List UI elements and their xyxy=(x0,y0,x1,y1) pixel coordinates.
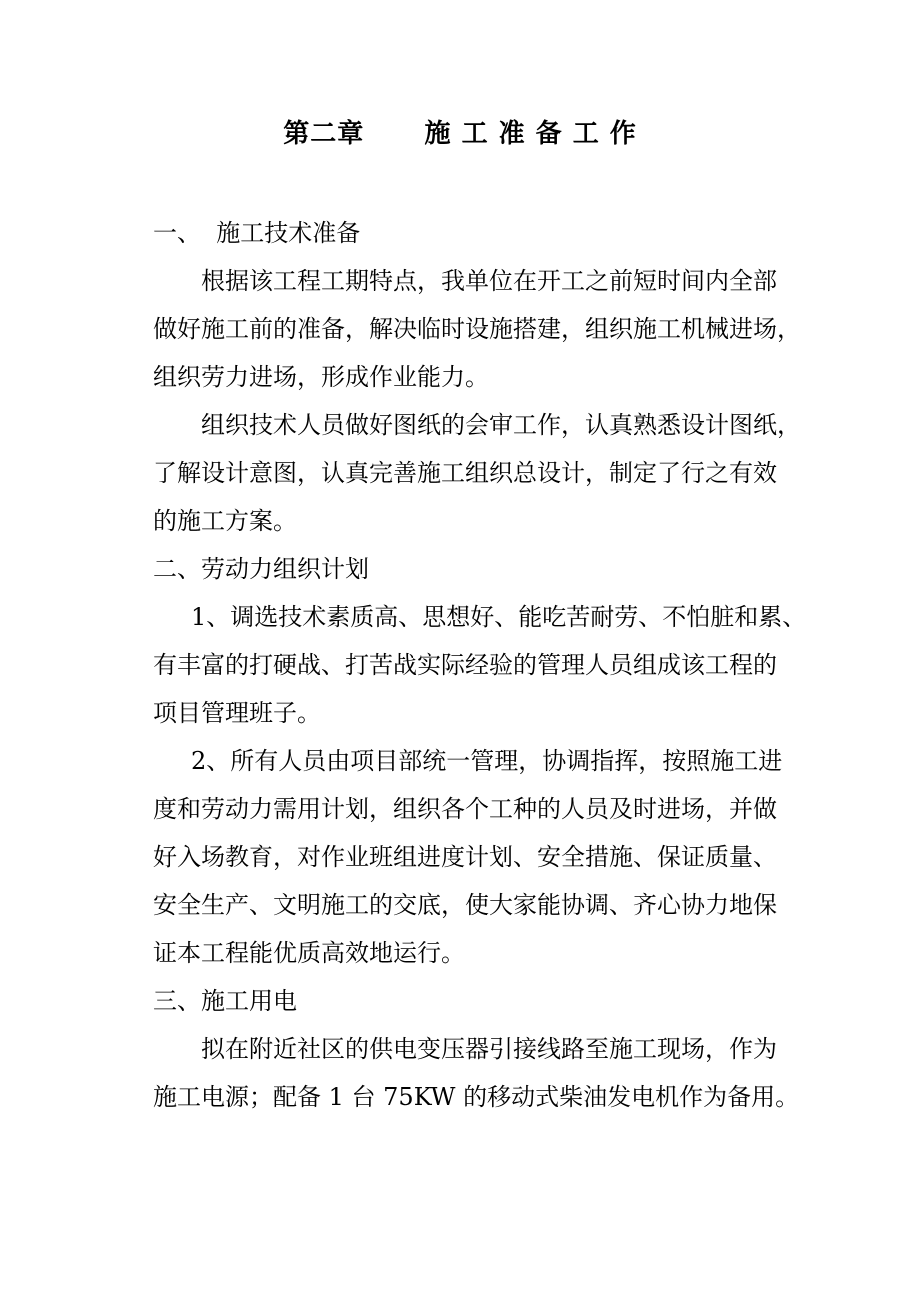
paragraph-line: 度和劳动力需用计划，组织各个工种的人员及时进场，并做 xyxy=(153,795,777,823)
section-heading-1: 一、 施工技术准备 xyxy=(153,219,361,247)
paragraph-line: 组织劳力进场，形成作业能力。 xyxy=(153,363,489,391)
paragraph-line: 的施工方案。 xyxy=(153,507,297,535)
paragraph-line: 做好施工前的准备，解决临时设施搭建，组织施工机械进场， xyxy=(153,315,801,343)
paragraph-line: 了解设计意图，认真完善施工组织总设计，制定了行之有效 xyxy=(153,459,777,487)
paragraph-line: 组织技术人员做好图纸的会审工作，认真熟悉设计图纸， xyxy=(201,411,801,439)
paragraph-line: 1、调选技术素质高、思想好、能吃苦耐劳、不怕脏和累、 xyxy=(191,603,807,631)
paragraph-line: 证本工程能优质高效地运行。 xyxy=(153,939,465,967)
paragraph-line: 有丰富的打硬战、打苦战实际经验的管理人员组成该工程的 xyxy=(153,651,777,679)
paragraph-line: 2、所有人员由项目部统一管理，协调指挥，按照施工进 xyxy=(191,747,783,775)
paragraph-line: 项目管理班子。 xyxy=(153,699,321,727)
paragraph-line: 好入场教育，对作业班组进度计划、安全措施、保证质量、 xyxy=(153,843,777,871)
chapter-title: 第二章 施 工 准 备 工 作 xyxy=(283,119,637,149)
paragraph-line: 拟在附近社区的供电变压器引接线路至施工现场，作为 xyxy=(201,1035,777,1063)
paragraph-line: 根据该工程工期特点，我单位在开工之前短时间内全部 xyxy=(201,267,777,295)
section-heading-3: 三、施工用电 xyxy=(153,987,297,1015)
section-heading-2: 二、劳动力组织计划 xyxy=(153,555,369,583)
paragraph-line: 施工电源；配备 1 台 75KW 的移动式柴油发电机作为备用。 xyxy=(153,1083,800,1111)
paragraph-line: 安全生产、文明施工的交底，使大家能协调、齐心协力地保 xyxy=(153,891,777,919)
